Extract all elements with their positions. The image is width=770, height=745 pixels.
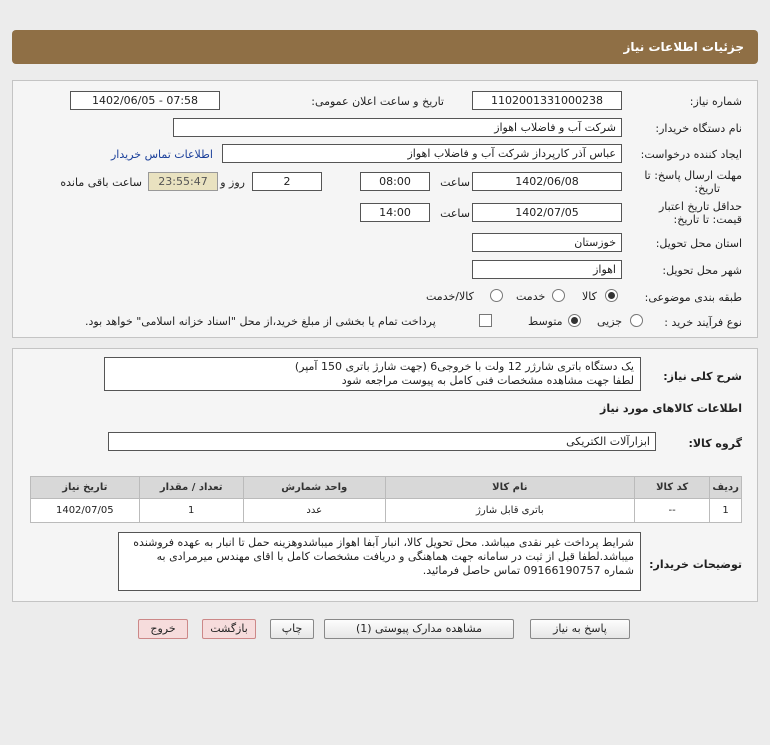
days-remaining-field: 2 (252, 172, 322, 191)
category-radio-service[interactable] (552, 289, 565, 302)
category-radio-both[interactable] (490, 289, 503, 302)
city-label: شهر محل تحویل: (662, 264, 742, 277)
buyer-label: نام دستگاه خریدار: (655, 122, 742, 135)
category-label: طبقه بندی موضوعی: (644, 291, 742, 304)
process-radio-medium[interactable] (568, 314, 581, 327)
goods-table-header (31, 477, 742, 499)
category-option-goods: کالا (582, 290, 597, 303)
announce-label: تاریخ و ساعت اعلان عمومی: (311, 95, 444, 108)
col-unit-header: واحد شمارش (243, 477, 385, 499)
cell-qty: 1 (139, 499, 243, 523)
goods-table (30, 476, 742, 523)
treasury-payment-note: پرداخت تمام یا بخشی از مبلغ خرید،از محل "اسناد خزانه اسلامی" خواهد بود. (85, 315, 436, 328)
summary-line-1: یک دستگاه باتری شارژر 12 ولت با خروجی6 (جهت شارژ باتری 150 آمپر) (294, 360, 634, 373)
category-option-service: خدمت (516, 290, 546, 303)
buyer-field: شرکت آب و فاضلاب اهواز (173, 118, 622, 137)
deadline-time-label: ساعت (440, 176, 470, 189)
process-label: نوع فرآیند خرید : (664, 316, 742, 329)
validity-label-line2: قیمت: تا تاریخ: (673, 213, 742, 226)
cell-name: باتری قابل شارژ (385, 499, 634, 523)
city-field: اهواز (472, 260, 622, 279)
buyer-notes-textarea: شرایط پرداخت غیر نقدی میباشد. محل تحویل کالا، انبار آبفا اهواز میباشدوهزینه حمل تا انبار به عهده فروشنده میباشد.لطفا قبل از ثبت در سامانه جهت هماهنگی و دریافت مشخصات کامل با اقای مهندس میرمرادی به شماره 09166190757 تماس حاصل فرمائید. (118, 532, 641, 591)
need-number-label: شماره نیاز: (689, 95, 742, 108)
col-name-header: نام کالا (385, 477, 634, 499)
col-date-header: تاریخ نیاز (31, 477, 140, 499)
cell-unit: عدد (243, 499, 385, 523)
view-attachments-button[interactable]: مشاهده مدارک پیوستی (1) (324, 619, 514, 639)
remaining-time-label: ساعت باقی مانده (60, 176, 142, 189)
table-row (31, 499, 742, 523)
buyer-notes-label: توضیحات خریدار: (649, 558, 742, 571)
category-radio-goods[interactable] (605, 289, 618, 302)
goods-group-field: ابزارآلات الکتریکی (108, 432, 656, 451)
page-title: جزئیات اطلاعات نیاز (623, 40, 744, 54)
cell-code: -- (635, 499, 710, 523)
contact-buyer-link[interactable]: اطلاعات تماس خریدار (111, 148, 213, 161)
validity-time-label: ساعت (440, 207, 470, 220)
summary-line-2: لطفا جهت مشاهده مشخصات فنی کامل به پیوست مراجعه شود (341, 374, 634, 387)
validity-label-line1: حداقل تاریخ اعتبار (658, 200, 742, 213)
creator-field: عباس آذر کارپرداز شرکت آب و فاضلاب اهواز (222, 144, 622, 163)
summary-textarea (104, 357, 641, 391)
exit-button[interactable]: خروج (138, 619, 188, 639)
announce-field: 1402/06/05 - 07:58 (70, 91, 220, 110)
goods-info-title: اطلاعات کالاهای مورد نیاز (600, 402, 742, 415)
summary-label: شرح کلی نیاز: (663, 370, 742, 383)
province-label: استان محل تحویل: (655, 237, 742, 250)
validity-time-field: 14:00 (360, 203, 430, 222)
process-option-medium: متوسط (528, 315, 563, 328)
cell-row: 1 (710, 499, 742, 523)
col-row-header: ردیف (710, 477, 742, 499)
need-number-field: 1102001331000238 (472, 91, 622, 110)
col-code-header: کد کالا (635, 477, 710, 499)
reply-button[interactable]: پاسخ به نیاز (530, 619, 630, 639)
deadline-time-field: 08:00 (360, 172, 430, 191)
cell-date: 1402/07/05 (31, 499, 140, 523)
category-option-both: کالا/خدمت (426, 290, 474, 303)
remaining-time-field: 23:55:47 (148, 172, 218, 191)
deadline-label-line2: تاریخ: (694, 182, 720, 195)
back-button[interactable]: بازگشت (202, 619, 256, 639)
process-radio-minor[interactable] (630, 314, 643, 327)
page-header (12, 30, 758, 64)
validity-date-field: 1402/07/05 (472, 203, 622, 222)
province-field: خوزستان (472, 233, 622, 252)
deadline-date-field: 1402/06/08 (472, 172, 622, 191)
deadline-label-line1: مهلت ارسال پاسخ: تا (644, 169, 742, 182)
col-qty-header: تعداد / مقدار (139, 477, 243, 499)
days-label: روز و (220, 176, 245, 189)
print-button[interactable]: چاپ (270, 619, 314, 639)
goods-group-label: گروه کالا: (688, 437, 742, 450)
process-option-minor: جزیی (597, 315, 623, 328)
creator-label: ایجاد کننده درخواست: (640, 148, 742, 161)
treasury-payment-checkbox[interactable] (479, 314, 492, 327)
